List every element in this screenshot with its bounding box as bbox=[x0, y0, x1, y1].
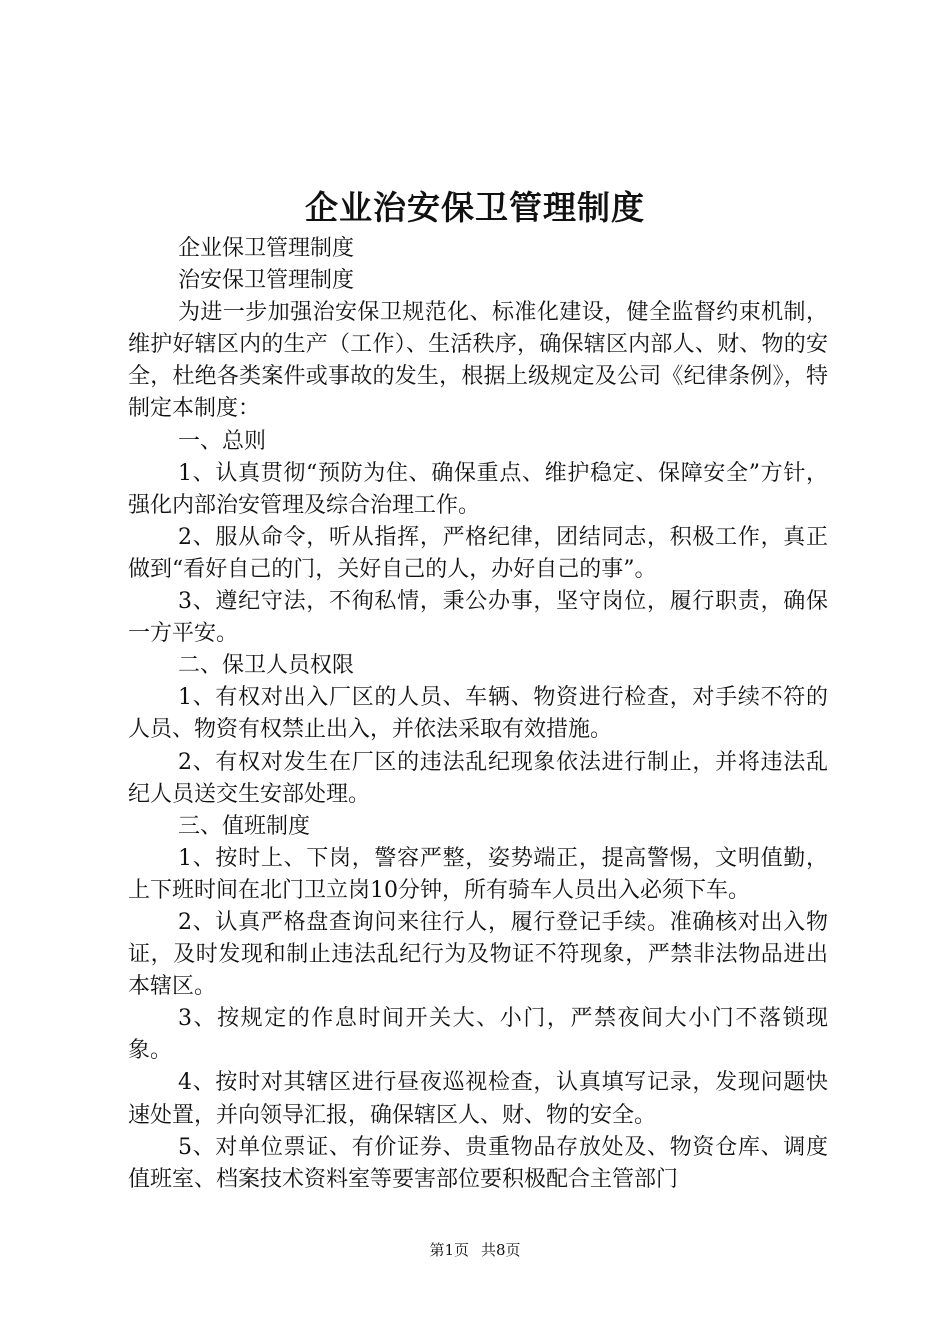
paragraph: 企业保卫管理制度 bbox=[178, 236, 355, 261]
paragraph: 5、对单位票证、有价证券、贵重物品存放处及、物资仓库、调度值班室、档案技术资料室等要害部位要积极配合主管部门 bbox=[128, 1134, 828, 1192]
paragraph: 4、按时对其辖区进行昼夜巡视检查，认真填写记录，发现问题快速处置，并向领导汇报，确保辖区人、财、物的安全。 bbox=[128, 1070, 828, 1128]
paragraph: 2、认真严格盘查询问来往行人，履行登记手续。准确核对出入物证，及时发现和制止违法乱纪行为及物证不符现象，严禁非法物品进出本辖区。 bbox=[128, 909, 828, 1000]
page-number: 第1页 bbox=[429, 1241, 469, 1259]
paragraph: 治安保卫管理制度 bbox=[178, 268, 355, 294]
paragraph: 为进一步加强治安保卫规范化、标准化建设，健全监督约束机制，维护好辖区内的生产（工作）、生活秩序，确保辖区内部人、财、物的安全，杜绝各类案件或事故的发生，根据上级规定及公司《纪律条例》，特制定本制度： bbox=[128, 300, 828, 422]
paragraph: 1、认真贯彻“预防为住、确保重点、维护稳定、保障安全”方针，强化内部治安管理及综合治理工作。 bbox=[128, 460, 828, 518]
document-body bbox=[128, 233, 828, 1196]
page-total: 共8页 bbox=[481, 1241, 521, 1259]
section-heading: 二、保卫人员权限 bbox=[178, 653, 355, 679]
section-heading: 三、值班制度 bbox=[178, 813, 311, 839]
document-title: 企业治安保卫管理制度 bbox=[305, 188, 645, 227]
paragraph: 2、服从命令，听从指挥，严格纪律，团结同志，积极工作，真正做到“看好自己的门，关好自己的人，办好自己的事”。 bbox=[128, 524, 828, 582]
section-heading: 一、总则 bbox=[178, 428, 267, 454]
paragraph: 1、按时上、下岗，警容严整，姿势端正，提高警惕，文明值勤，上下班时间在北门卫立岗10分钟，所有骑车人员出入必须下车。 bbox=[128, 845, 828, 903]
paragraph: 2、有权对发生在厂区的违法乱纪现象依法进行制止，并将违法乱纪人员送交生安部处理。 bbox=[128, 749, 828, 807]
page-footer bbox=[0, 1240, 950, 1260]
paragraph: 1、有权对出入厂区的人员、车辆、物资进行检查，对手续不符的人员、物资有权禁止出入，并依法采取有效措施。 bbox=[128, 685, 828, 743]
paragraph: 3、遵纪守法，不徇私情，秉公办事，坚守岗位，履行职责，确保一方平安。 bbox=[128, 589, 828, 647]
paragraph: 3、按规定的作息时间开关大、小门，严禁夜间大小门不落锁现象。 bbox=[128, 1006, 828, 1064]
